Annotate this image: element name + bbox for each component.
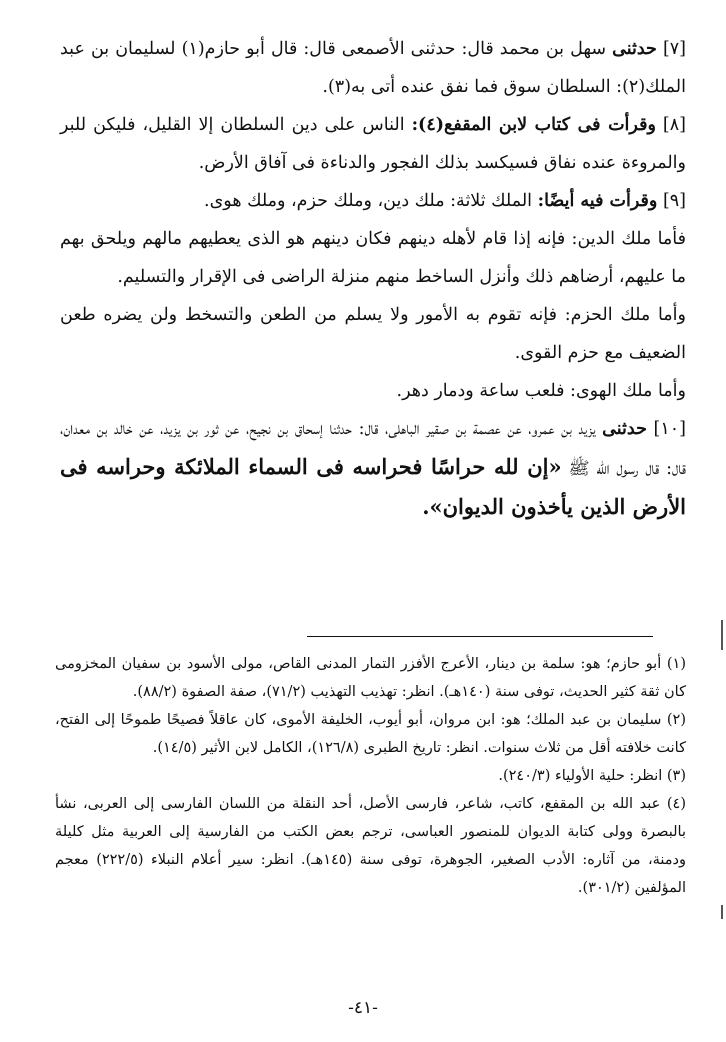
- paragraph-10-lead: حدثنى: [602, 419, 647, 439]
- paragraph-7-lead: حدثنى: [612, 39, 657, 59]
- paragraph-9-lead: وقرأت فيه أيضًا:: [537, 191, 658, 211]
- paragraph-7: [60, 30, 686, 106]
- footnote-2: (٢) سليمان بن عبد الملك؛ هو: ابن مروان، أبو أيوب، الخليفة الأموى، كان عاقلاً فصيحًا طموحًا إلى الفتح، كانت خلافته أقل من ثلاث سنوات. انظر: تاريخ الطبرى (١٢٦/٨)، الكامل لابن الأثير (١٤/٥).: [55, 712, 686, 756]
- footnote-4: (٤) عبد الله بن المقفع، كاتب، شاعر، فارسى الأصل، أحد النقلة من اللسان الفارسى إلى العربى، نشأ بالبصرة وولى كتابة الديوان للمنصور العباسى، ترجم بعض الكتب من الفارسية إلى العربية مثل كليلة ودمنة، من آثاره: الأدب الصغير، الجوهرة، توفى سنة (١٤٥هـ). انظر: سير أعلام النبلاء (٢٢٢/٥) معجم المؤلفين (٣٠١/٢).: [55, 796, 686, 896]
- paragraph-king-religion: فأما ملك الدين: فإنه إذا قام لأهله دينهم فكان دينهم هو الذى يعطيهم مالهم ويلحق بهم ما عليهم، أرضاهم ذلك وأنزل الساخط منهم منزلة الراضى فى الإقرار والتسليم.: [60, 229, 686, 287]
- paragraph-8: [60, 106, 686, 182]
- scan-edge-mark: [721, 620, 723, 650]
- paragraph-8-text: الناس على دين السلطان إلا القليل، فليكن للبر والمروءة عنده نفاق فسيكسد بذلك الفجور والدناءة فى آفاق الأرض.: [60, 115, 686, 173]
- paragraph-8-number: [٨]: [662, 115, 686, 135]
- paragraph-9-text: الملك ثلاثة: ملك دين، وملك حزم، وملك هوى.: [204, 191, 533, 211]
- paragraph-king-desire: وأما ملك الهوى: فلعب ساعة ودمار دهر.: [396, 381, 686, 401]
- paragraph-10: [60, 410, 686, 528]
- footnote-3: (٣) انظر: حلية الأولياء (٢٤٠/٣).: [498, 768, 686, 784]
- footnote-1: (١) أبو حازم؛ هو: سلمة بن دينار، الأعرج الأفزر التمار المدنى القاص، مولى الأسود بن سفيان المخزومى كان ثقة كثير الحديث، توفى سنة (١٤٠هـ). انظر: تهذيب التهذيب (٧١/٢)، صفة الصفوة (٨٨/٢).: [55, 656, 686, 700]
- paragraph-9-number: [٩]: [662, 191, 686, 211]
- paragraph-7-number: [٧]: [662, 39, 686, 59]
- paragraph-7-text: سهل بن محمد قال: حدثنى الأصمعى قال: قال أبو حازم(١) لسليمان بن عبد الملك(٢): السلطان سوق فما نفق عنده أتى به(٣).: [60, 39, 686, 97]
- paragraph-10-text: يزيد بن عمرو، عن عصمة بن صقير الباهلى، قال: حدثنا إسحاق بن نجيح، عن ثور بن يزيد، عن خالد بن معدان، قال: قال رسول الله ﷺ: [60, 419, 686, 479]
- paragraph-10-number: [١٠]: [653, 419, 686, 439]
- footnotes: [55, 650, 686, 902]
- paragraph-king-resolve: وأما ملك الحزم: فإنه تقوم به الأمور ولا يسلم من الطعن والتسخط ولن يضره طعن الضعيف مع حزم القوى.: [60, 305, 686, 363]
- page-number: -٤١-: [348, 998, 378, 1018]
- main-text: [60, 30, 686, 528]
- scan-edge-mark: [721, 905, 723, 919]
- paragraph-8-lead: وقرأت فى كتاب لابن المقفع(٤):: [411, 115, 656, 135]
- footnote-separator: [307, 636, 653, 637]
- paragraph-10-hadith: «إن لله حراسًا فحراسه فى السماء الملائكة وحراسه فى الأرض الذين يأخذون الديوان».: [60, 454, 686, 519]
- paragraph-9: [60, 182, 686, 220]
